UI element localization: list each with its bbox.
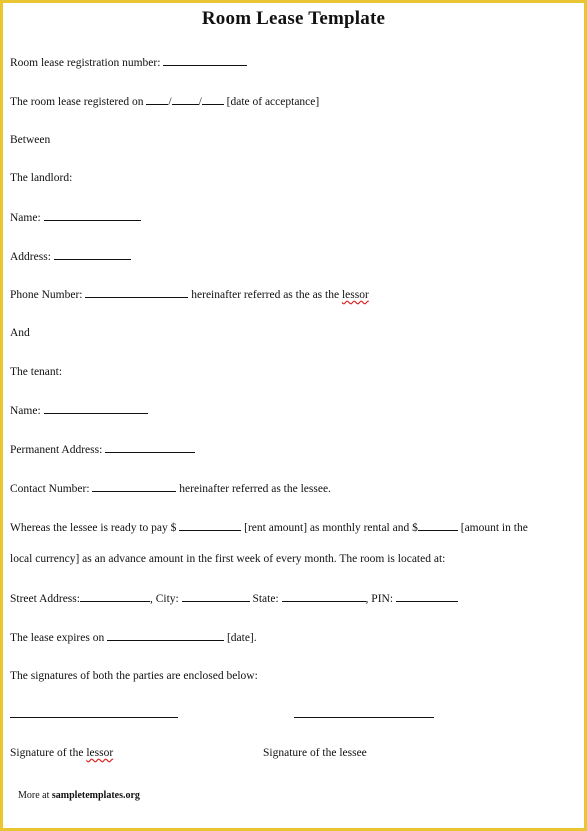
landlord-address-blank[interactable]	[54, 249, 131, 260]
tenant-contact-line: Contact Number: hereinafter referred as the lessee.	[10, 483, 331, 495]
lessee-signature-line[interactable]	[294, 717, 434, 718]
pin-blank[interactable]	[396, 591, 458, 602]
landlord-name-blank[interactable]	[44, 210, 141, 221]
date-year-blank[interactable]	[202, 94, 224, 105]
rent-clause-line-1: Whereas the lessee is ready to pay $ [rent amount] as monthly rental and $ [amount in the	[10, 522, 528, 534]
footer-credit: More at sampletemplates.org	[18, 790, 140, 801]
tenant-address-blank[interactable]	[105, 442, 195, 453]
lessor-signature-line[interactable]	[10, 717, 178, 718]
landlord-phone-blank[interactable]	[85, 287, 188, 298]
landlord-phone-line: Phone Number: hereinafter referred as the as the lessor	[10, 289, 369, 301]
lessor-signature-label: Signature of the lessor	[10, 747, 114, 759]
tenant-name-blank[interactable]	[44, 403, 148, 414]
and-label: And	[10, 327, 30, 339]
city-blank[interactable]	[182, 591, 250, 602]
tenant-contact-blank[interactable]	[92, 481, 176, 492]
tenant-address-line: Permanent Address:	[10, 442, 195, 457]
date-month-blank[interactable]	[172, 94, 199, 105]
rent-clause-line-2: local currency] as an advance amount in the first week of every month. The room is located at:	[10, 553, 446, 565]
signatures-intro: The signatures of both the parties are enclosed below:	[10, 670, 258, 682]
between-label: Between	[10, 134, 51, 146]
lessee-signature-label: Signature of the lessee	[263, 747, 367, 759]
registration-number-blank[interactable]	[163, 55, 247, 66]
tenant-heading: The tenant:	[10, 366, 63, 378]
landlord-address-line: Address:	[10, 249, 131, 264]
registration-number-line: Room lease registration number:	[10, 55, 247, 70]
landlord-name-line: Name:	[10, 210, 141, 225]
state-blank[interactable]	[282, 591, 366, 602]
advance-amount-blank[interactable]	[418, 520, 458, 531]
rent-amount-blank[interactable]	[179, 520, 241, 531]
footer-site-link[interactable]: sampletemplates.org	[51, 790, 140, 801]
location-line: Street Address: , City: State: , PIN:	[10, 591, 458, 606]
expiry-date-blank[interactable]	[107, 630, 224, 641]
landlord-heading: The landlord:	[10, 172, 73, 184]
document-title: Room Lease Template	[201, 8, 386, 29]
date-day-blank[interactable]	[146, 94, 168, 105]
registered-on-line: The room lease registered on / / [date of acceptance]	[10, 96, 320, 108]
tenant-name-line: Name:	[10, 403, 148, 418]
street-address-blank[interactable]	[80, 591, 150, 602]
lease-expiry-line: The lease expires on [date].	[10, 632, 257, 644]
